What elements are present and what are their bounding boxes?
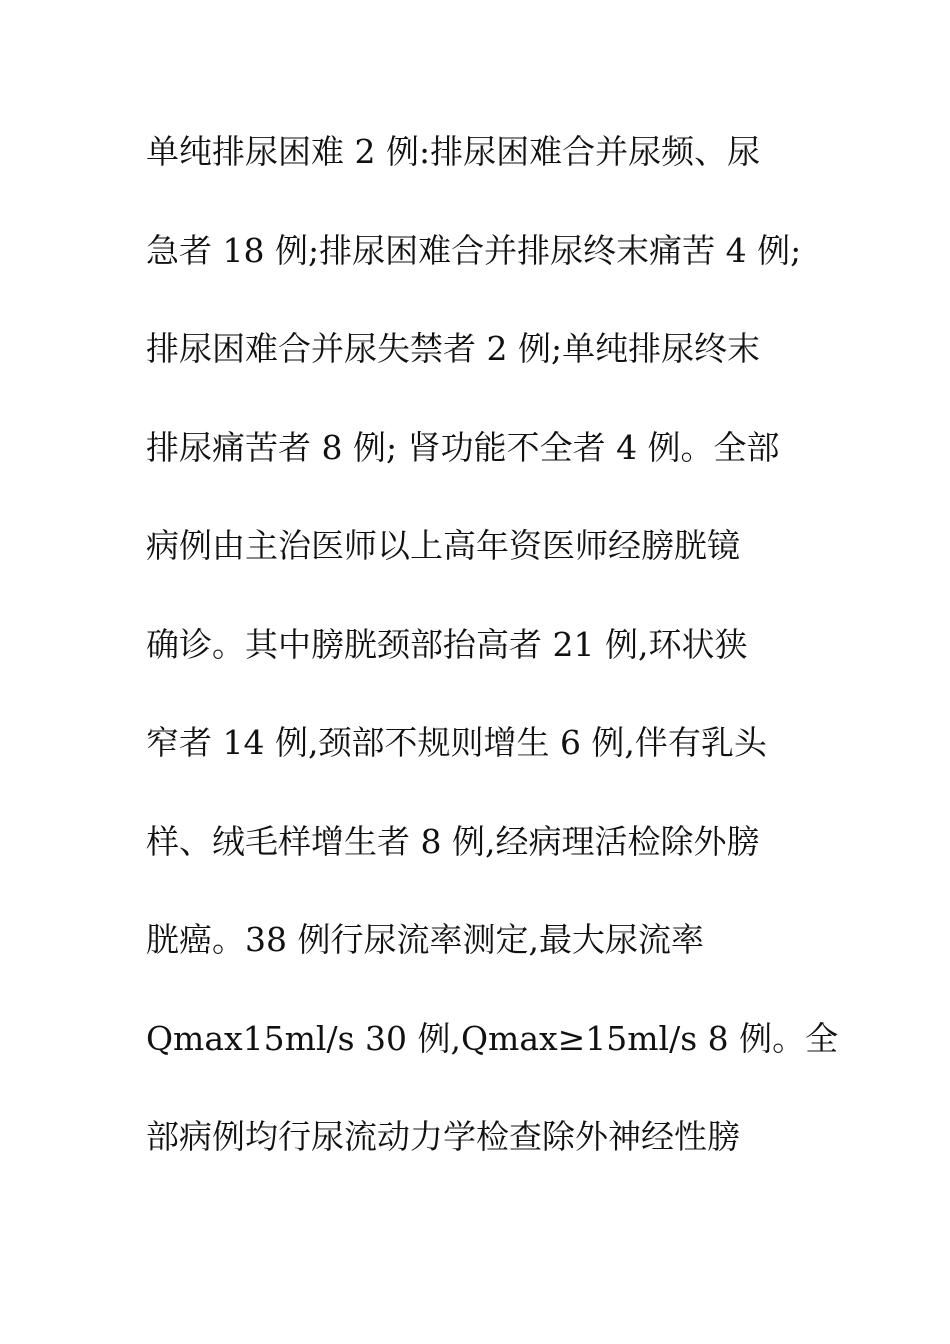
text-line: 样、绒毛样增生者 8 例,经病理活检除外膀 xyxy=(146,821,760,861)
text-line: 窄者 14 例,颈部不规则增生 6 例,伴有乳头 xyxy=(146,723,767,762)
text-line: Qmax15ml/s 30 例,Qmax≥15ml/s 8 例。全 xyxy=(146,1018,839,1058)
text-line: 部病例均行尿流动力学检查除外神经性膀 xyxy=(146,1117,740,1156)
text-line: 急者 18 例;排尿困难合并排尿终末痛苦 4 例; xyxy=(146,230,802,270)
text-line: 确诊。其中膀胱颈部抬高者 21 例,环状狭 xyxy=(146,624,748,664)
text-line: 胱癌。38 例行尿流率测定,最大尿流率 xyxy=(146,920,704,959)
text-line: 排尿困难合并尿失禁者 2 例;单纯排尿终末 xyxy=(146,329,761,368)
text-line: 单纯排尿困难 2 例:排尿困难合并尿频、尿 xyxy=(146,132,761,171)
text-line: 排尿痛苦者 8 例; 肾功能不全者 4 例。全部 xyxy=(146,427,780,467)
text-line: 病例由主治医师以上高年资医师经膀胱镜 xyxy=(146,526,740,565)
body-text xyxy=(146,124,846,1208)
